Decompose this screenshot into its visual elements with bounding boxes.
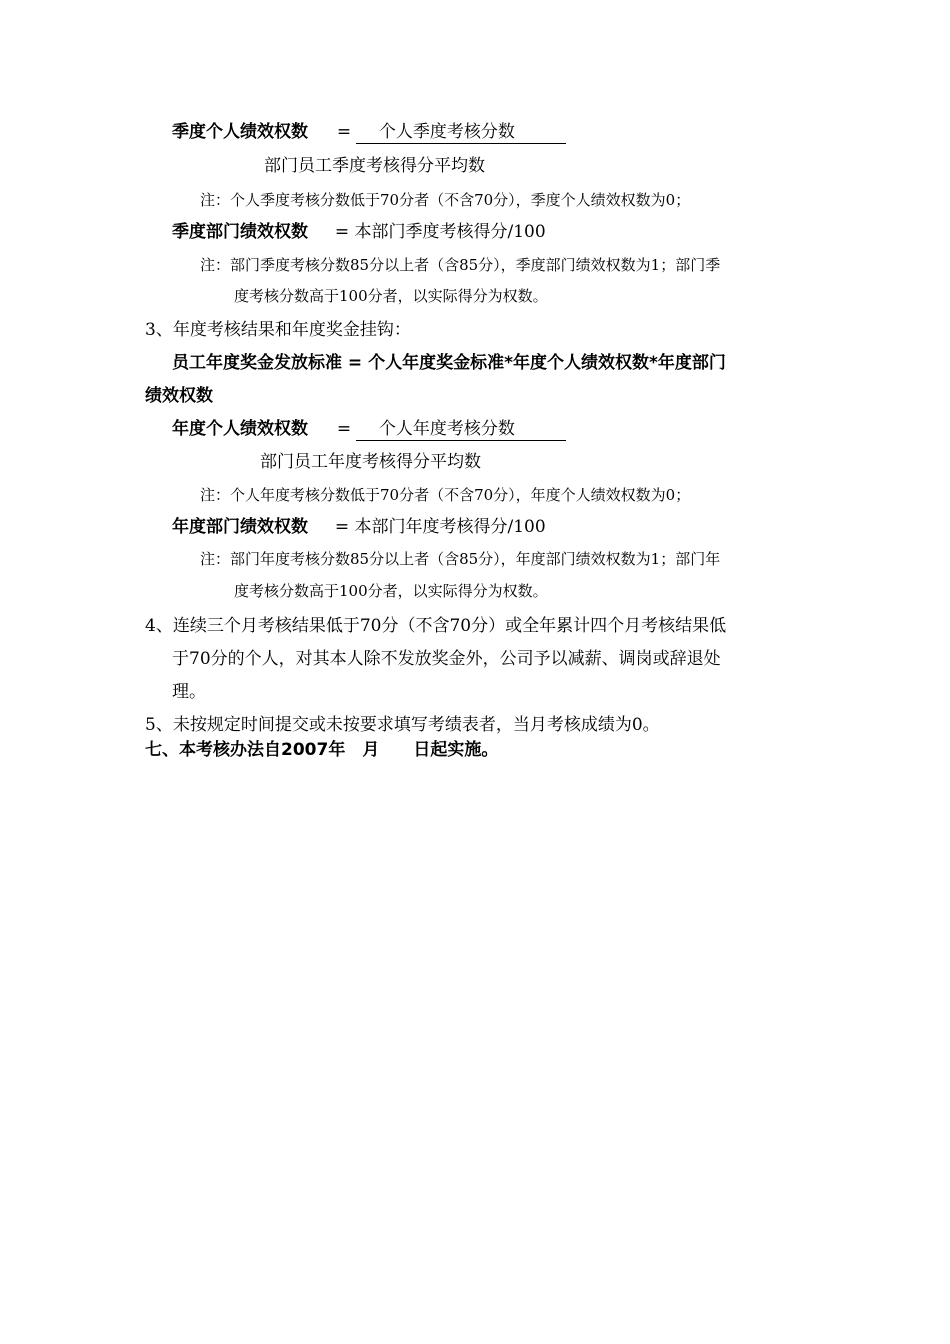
year-personal-numerator: 个人年度考核分数 (356, 419, 566, 439)
quarter-personal-denominator: 部门员工季度考核得分平均数 (264, 156, 485, 176)
quarter-personal-note: 注：个人季度考核分数低于70分者（不含70分），季度个人绩效权数为0； (200, 191, 691, 209)
year-dept-formula (172, 519, 546, 536)
year-dept-label: 年度部门绩效权数 (172, 517, 308, 537)
bonus-formula-line1: 员工年度奖金发放标准 = 个人年度奖金标准*年度个人绩效权数*年度部门 (172, 353, 726, 373)
year-dept-note-line1: 注：部门年度考核分数85分以上者（含85分），年度部门绩效权数为1；部门年 (200, 550, 721, 568)
item5-text: 5、未按规定时间提交或未按要求填写考绩表者，当月考核成绩为0。 (145, 715, 660, 735)
quarter-personal-eq: = (336, 122, 352, 142)
quarter-dept-label: 季度部门绩效权数 (172, 222, 308, 242)
item3-title: 3、年度考核结果和年度奖金挂钩： (145, 320, 411, 340)
quarter-dept-formula (172, 224, 546, 241)
quarter-dept-note-line2: 度考核分数高于100分者，以实际得分为权数。 (234, 287, 548, 305)
quarter-dept-note-line1: 注：部门季度考核分数85分以上者（含85分），季度部门绩效权数为1；部门季 (200, 256, 721, 274)
section7-heading: 七、本考核办法自2007年 月 日起实施。 (145, 740, 499, 760)
year-personal-formula (172, 421, 566, 441)
quarter-personal-numerator: 个人季度考核分数 (356, 122, 566, 142)
quarter-dept-formula-text: = 本部门季度考核得分/100 (334, 222, 546, 242)
year-personal-label: 年度个人绩效权数 (172, 419, 308, 439)
bonus-formula-line2: 绩效权数 (145, 386, 213, 406)
year-dept-formula-text: = 本部门年度考核得分/100 (334, 517, 546, 537)
item4-line1: 4、连续三个月考核结果低于70分（不含70分）或全年累计四个月考核结果低 (145, 616, 727, 636)
item4-line3: 理。 (172, 682, 206, 702)
year-personal-eq: = (336, 419, 352, 439)
year-personal-denominator: 部门员工年度考核得分平均数 (260, 452, 481, 472)
year-personal-note: 注：个人年度考核分数低于70分者（不含70分），年度个人绩效权数为0； (200, 486, 691, 504)
quarter-personal-formula (172, 124, 566, 144)
year-dept-note-line2: 度考核分数高于100分者，以实际得分为权数。 (234, 582, 548, 600)
quarter-personal-label: 季度个人绩效权数 (172, 122, 308, 142)
item4-line2: 于70分的个人，对其本人除不发放奖金外，公司予以减薪、调岗或辞退处 (172, 649, 721, 669)
